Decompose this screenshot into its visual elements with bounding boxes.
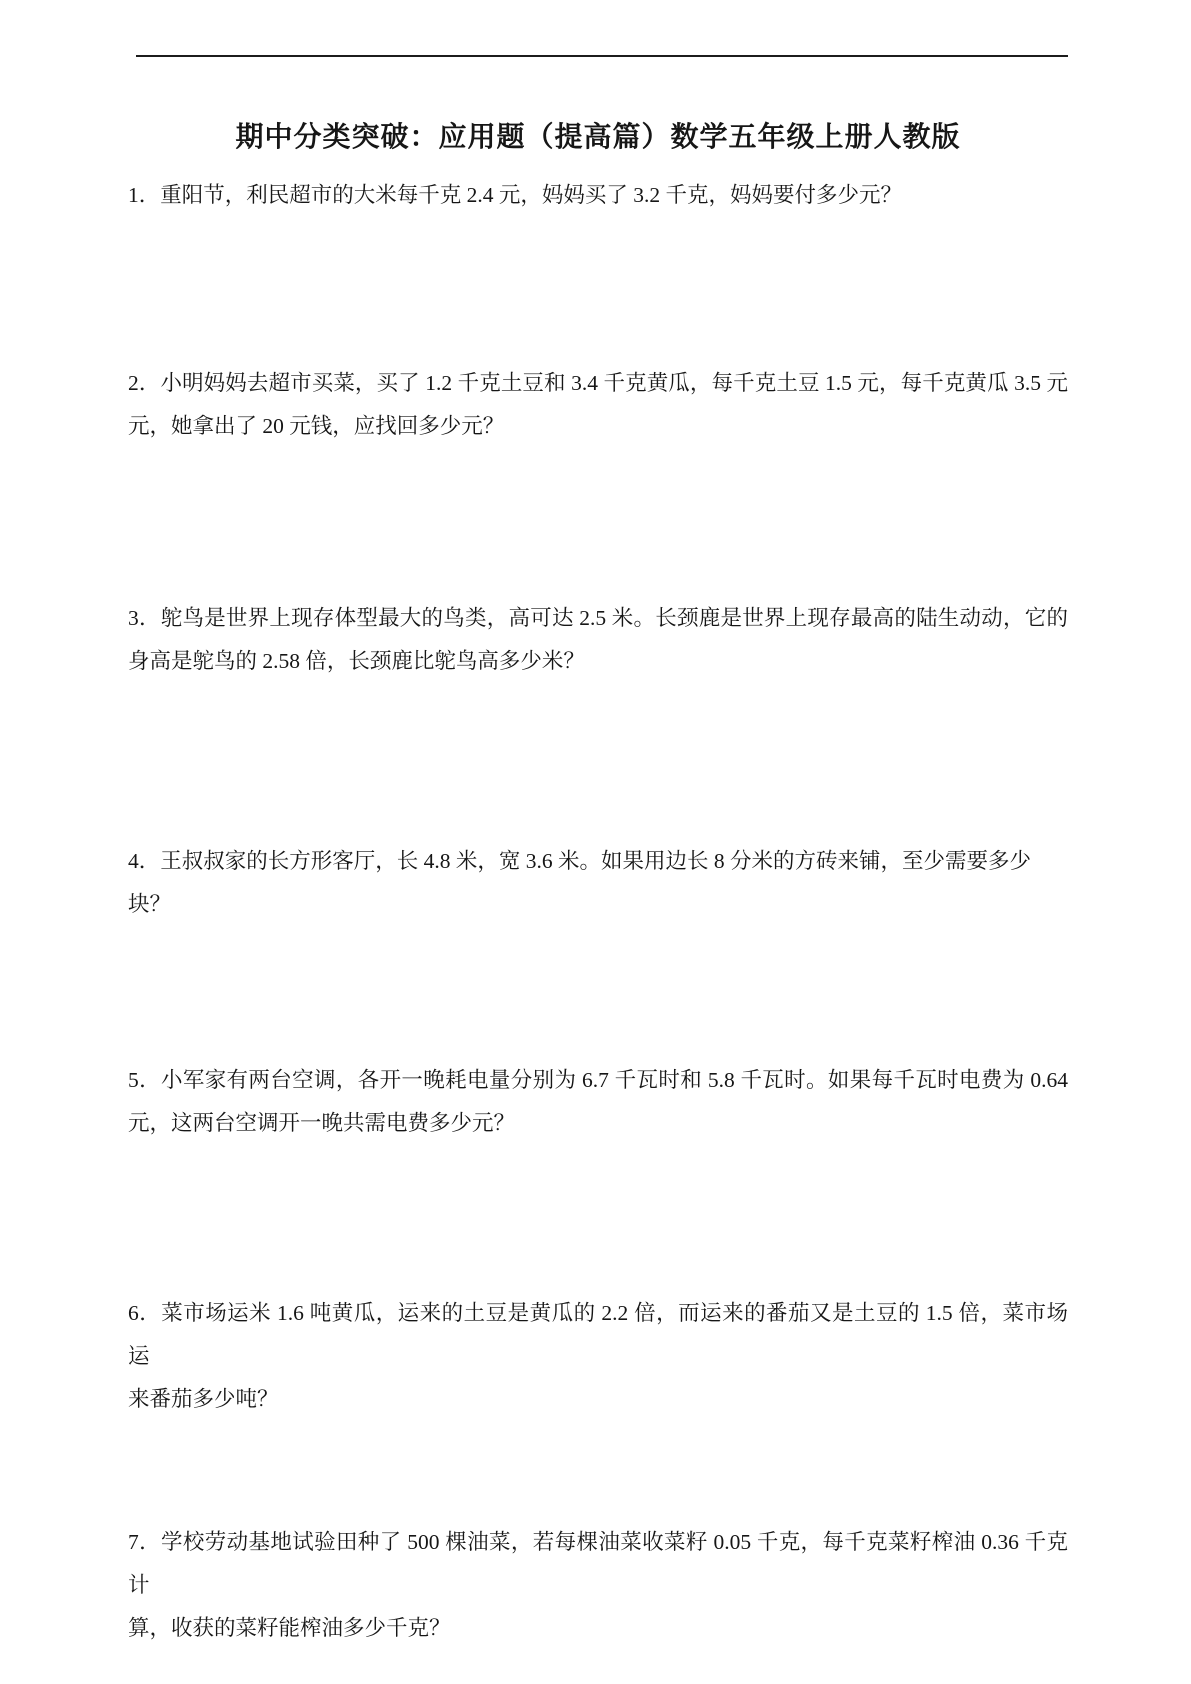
problem-3-line-1: 3．鸵鸟是世界上现存体型最大的鸟类，高可达 2.5 米。长颈鹿是世界上现存最高的陆生动动，它的 (128, 606, 1068, 630)
problem-4 (128, 840, 1068, 926)
page-title: 期中分类突破：应用题（提高篇）数学五年级上册人教版 (235, 122, 961, 153)
document-content (128, 116, 1068, 1650)
problem-6-line-1: 6．菜市场运米 1.6 吨黄瓜，运来的土豆是黄瓜的 2.2 倍，而运来的番茄又是土豆的 1.5 倍，菜市场运 (128, 1301, 1068, 1368)
problem-3-line-2: 身高是鸵鸟的 2.58 倍，长颈鹿比鸵鸟高多少米？ (128, 649, 585, 673)
header-rule (136, 55, 1068, 57)
problem-7 (128, 1521, 1068, 1650)
problem-5 (128, 1059, 1068, 1145)
problem-5-line-2: 元，这两台空调开一晚共需电费多少元？ (128, 1111, 516, 1135)
problem-7-line-2: 算，收获的菜籽能榨油多少千克？ (128, 1616, 451, 1640)
problem-1-line-1: 1．重阳节，利民超市的大米每千克 2.4 元，妈妈买了 3.2 千克，妈妈要付多少元？ (128, 183, 903, 207)
problem-2-line-2: 元，她拿出了 20 元钱，应找回多少元？ (128, 414, 505, 438)
problem-6 (128, 1292, 1068, 1421)
problem-2-line-1: 2．小明妈妈去超市买菜，买了 1.2 千克土豆和 3.4 千克黄瓜，每千克土豆 1.5 元，每千克黄瓜 3.5 元 (128, 371, 1068, 395)
problem-3 (128, 597, 1068, 683)
problem-6-line-2: 来番茄多少吨？ (128, 1387, 279, 1411)
problem-5-line-1: 5．小军家有两台空调，各开一晚耗电量分别为 6.7 千瓦时和 5.8 千瓦时。如果每千瓦时电费为 0.64 (128, 1068, 1068, 1092)
problem-2 (128, 362, 1068, 448)
problem-4-line-1: 4．王叔叔家的长方形客厅，长 4.8 米，宽 3.6 米。如果用边长 8 分米的方砖来铺，至少需要多少块？ (128, 849, 1032, 916)
problem-7-line-1: 7．学校劳动基地试验田种了 500 棵油菜，若每棵油菜收菜籽 0.05 千克，每千克菜籽榨油 0.36 千克计 (128, 1530, 1068, 1597)
problem-1 (128, 174, 1068, 217)
